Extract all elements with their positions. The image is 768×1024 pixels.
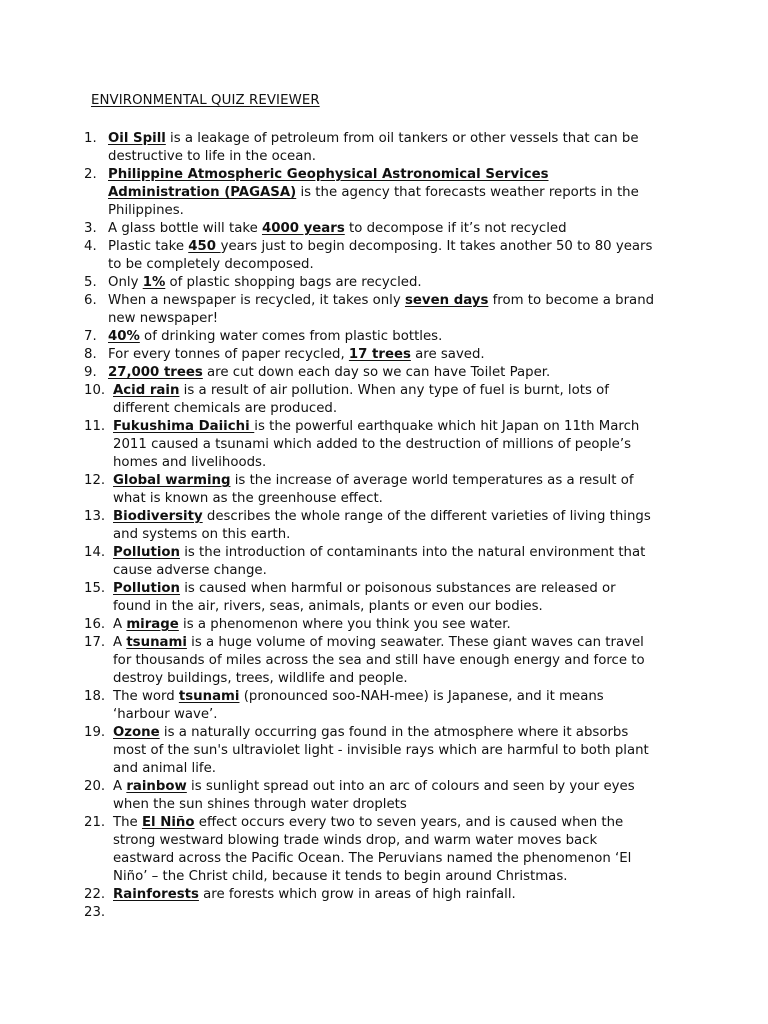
item-number: 17.: [84, 635, 106, 650]
key-term: rainbow: [126, 779, 187, 794]
item-number: 23.: [84, 905, 106, 920]
item-text: is a huge volume of moving seawater. These giant waves can travel: [186, 635, 644, 650]
list-item: [84, 238, 724, 274]
item-number: 21.: [84, 815, 106, 830]
item-number: 3.: [84, 221, 97, 236]
item-text: A glass bottle will take: [108, 221, 262, 236]
item-number: 4.: [84, 239, 97, 254]
item-line: [113, 616, 724, 634]
key-term: Pollution: [113, 545, 180, 560]
list-item: [84, 634, 724, 688]
item-number: 22.: [84, 887, 106, 902]
key-term: Fukushima Daiichi: [113, 419, 255, 434]
item-line: [108, 346, 724, 364]
item-text: when the sun shines through water droplets: [113, 797, 407, 812]
item-number: 15.: [84, 581, 106, 596]
item-text: is a naturally occurring gas found in the atmosphere where it absorbs: [159, 725, 629, 740]
item-number: 9.: [84, 365, 97, 380]
item-text: is the powerful earthquake which hit Japan on 11th March: [254, 419, 640, 434]
item-number: 13.: [84, 509, 106, 524]
key-term: tsunami: [178, 689, 240, 704]
list-item: [84, 886, 724, 904]
item-text: and systems on this earth.: [113, 527, 291, 542]
key-term: Oil Spill: [108, 131, 166, 146]
item-text: Plastic take: [108, 239, 189, 254]
list-item: [84, 220, 724, 238]
item-line: [113, 580, 724, 598]
item-number: 1.: [84, 131, 97, 146]
key-term: seven days: [404, 293, 489, 308]
item-text: what is known as the greenhouse effect.: [113, 491, 383, 506]
item-number: 16.: [84, 617, 106, 632]
list-item: [84, 166, 724, 220]
item-text: of plastic shopping bags are recycled.: [165, 275, 422, 290]
item-number: 12.: [84, 473, 106, 488]
item-line: [108, 274, 724, 292]
item-line: [113, 724, 724, 742]
item-text: strong westward blowing trade winds drop, and warm water moves back: [113, 833, 598, 848]
key-term: Acid rain: [113, 383, 180, 398]
item-text: cause adverse change.: [113, 563, 267, 578]
item-text: The: [113, 815, 142, 830]
list-item: [84, 544, 724, 580]
key-term: 17 trees: [348, 347, 411, 362]
item-line: [108, 292, 724, 310]
item-text: When a newspaper is recycled, it takes only: [108, 293, 405, 308]
item-text: The word: [113, 689, 179, 704]
item-text: is caused when harmful or poisonous substances are released or: [179, 581, 616, 596]
item-line: [108, 364, 724, 382]
item-text: destroy buildings, trees, wildlife and people.: [113, 671, 408, 686]
list-item: [84, 472, 724, 508]
item-line: [113, 382, 724, 400]
item-line: [108, 256, 724, 274]
item-line: [113, 508, 724, 526]
item-number: 20.: [84, 779, 106, 794]
list-item: [84, 382, 724, 418]
item-text: Philippines.: [108, 203, 184, 218]
item-line: [113, 436, 724, 454]
item-line: [113, 454, 724, 472]
item-line: [108, 202, 724, 220]
item-number: 7.: [84, 329, 97, 344]
item-line: [113, 490, 724, 508]
item-text: effect occurs every two to seven years, and is caused when the: [194, 815, 624, 830]
item-number: 8.: [84, 347, 97, 362]
item-text: For every tonnes of paper recycled,: [108, 347, 349, 362]
list-item: [84, 130, 724, 166]
item-number: 11.: [84, 419, 106, 434]
item-text: A: [113, 635, 127, 650]
item-number: 18.: [84, 689, 106, 704]
item-text: are saved.: [410, 347, 485, 362]
item-text: new newspaper!: [108, 311, 219, 326]
key-term: mirage: [126, 617, 179, 632]
item-line: [113, 778, 724, 796]
item-number: 2.: [84, 167, 97, 182]
key-term: 450: [188, 239, 221, 254]
list-item: [84, 364, 724, 382]
item-line: [113, 598, 724, 616]
item-line: [113, 796, 724, 814]
list-item: [84, 904, 724, 922]
item-text: for thousands of miles across the sea and still have enough energy and force to: [113, 653, 645, 668]
list-item: [84, 274, 724, 292]
item-line: [113, 670, 724, 688]
list-item: [84, 724, 724, 778]
item-line: [113, 544, 724, 562]
item-line: [108, 328, 724, 346]
key-term: Biodiversity: [113, 509, 203, 524]
key-term: Pollution: [113, 581, 180, 596]
item-line: [113, 760, 724, 778]
list-item: [84, 508, 724, 544]
key-term: Ozone: [113, 725, 160, 740]
item-line: [113, 526, 724, 544]
item-line: [113, 706, 724, 724]
item-number: 6.: [84, 293, 97, 308]
item-number: 5.: [84, 275, 97, 290]
quiz-list: [84, 130, 724, 922]
item-text: found in the air, rivers, seas, animals, plants or even our bodies.: [113, 599, 543, 614]
key-term: 40%: [108, 329, 140, 344]
item-text: most of the sun's ultraviolet light - invisible rays which are harmful to both plant: [113, 743, 649, 758]
item-text: is a phenomenon where you think you see water.: [178, 617, 511, 632]
item-line: [113, 814, 724, 832]
item-text: destructive to life in the ocean.: [108, 149, 317, 164]
item-line: [108, 130, 724, 148]
item-line: [113, 742, 724, 760]
item-text: are cut down each day so we can have Toilet Paper.: [202, 365, 551, 380]
item-text: is the introduction of contaminants into the natural environment that: [179, 545, 646, 560]
item-text: to decompose if it’s not recycled: [344, 221, 567, 236]
list-item: [84, 328, 724, 346]
key-term: Global warming: [113, 473, 231, 488]
item-text: eastward across the Pacific Ocean. The Peruvians named the phenomenon ‘El: [113, 851, 632, 866]
item-line: [113, 868, 724, 886]
item-text: years just to begin decomposing. It takes another 50 to 80 years: [220, 239, 653, 254]
item-line: [108, 184, 724, 202]
key-term: 1%: [142, 275, 166, 290]
item-text: A: [113, 617, 127, 632]
item-text: Only: [108, 275, 143, 290]
key-term: 27,000 trees: [108, 365, 203, 380]
list-item: [84, 616, 724, 634]
item-line: [113, 688, 724, 706]
item-text: homes and livelihoods.: [113, 455, 267, 470]
list-item: [84, 778, 724, 814]
item-text: are forests which grow in areas of high rainfall.: [198, 887, 516, 902]
item-line: [113, 832, 724, 850]
item-text: is a leakage of petroleum from oil tankers or other vessels that can be: [165, 131, 639, 146]
item-number: 19.: [84, 725, 106, 740]
item-line: [108, 220, 724, 238]
key-term: Rainforests: [113, 887, 199, 902]
item-number: 14.: [84, 545, 106, 560]
list-item: [84, 292, 724, 328]
list-item: [84, 418, 724, 472]
item-text: of drinking water comes from plastic bottles.: [139, 329, 443, 344]
key-term: tsunami: [126, 635, 187, 650]
item-text: Niño’ – the Christ child, because it tends to begin around Christmas.: [113, 869, 568, 884]
item-line: [113, 652, 724, 670]
item-text: ‘harbour wave’.: [113, 707, 218, 722]
item-line: [108, 238, 724, 256]
item-text: 2011 caused a tsunami which added to the destruction of millions of people’s: [113, 437, 632, 452]
item-text: different chemicals are produced.: [113, 401, 338, 416]
item-line: [108, 310, 724, 328]
list-item: [84, 814, 724, 886]
list-item: [84, 580, 724, 616]
key-term: Philippine Atmospheric Geophysical Astronomical Services: [108, 167, 549, 182]
item-text: and animal life.: [113, 761, 217, 776]
item-line: [113, 418, 724, 436]
item-text: (pronounced soo-NAH-mee) is Japanese, and it means: [239, 689, 604, 704]
item-line: [113, 634, 724, 652]
item-number: 10.: [84, 383, 106, 398]
item-line: [113, 472, 724, 490]
item-text: is the agency that forecasts weather reports in the: [296, 185, 639, 200]
list-item: [84, 688, 724, 724]
key-term: Administration (PAGASA): [108, 185, 297, 200]
item-line: [113, 400, 724, 418]
page-title: ENVIRONMENTAL QUIZ REVIEWER: [91, 93, 320, 108]
item-text: from to become a brand: [488, 293, 655, 308]
item-text: A: [113, 779, 127, 794]
item-text: to be completely decomposed.: [108, 257, 314, 272]
item-text: is the increase of average world temperatures as a result of: [230, 473, 634, 488]
item-line: [108, 148, 724, 166]
list-item: [84, 346, 724, 364]
item-line: [108, 166, 724, 184]
item-line: [113, 904, 724, 922]
item-line: [113, 886, 724, 904]
item-text: is sunlight spread out into an arc of colours and seen by your eyes: [186, 779, 635, 794]
item-line: [113, 562, 724, 580]
key-term: El Niño: [141, 815, 195, 830]
item-line: [113, 850, 724, 868]
item-text: is a result of air pollution. When any type of fuel is burnt, lots of: [179, 383, 609, 398]
item-text: describes the whole range of the different varieties of living things: [202, 509, 651, 524]
key-term: 4000 years: [261, 221, 345, 236]
